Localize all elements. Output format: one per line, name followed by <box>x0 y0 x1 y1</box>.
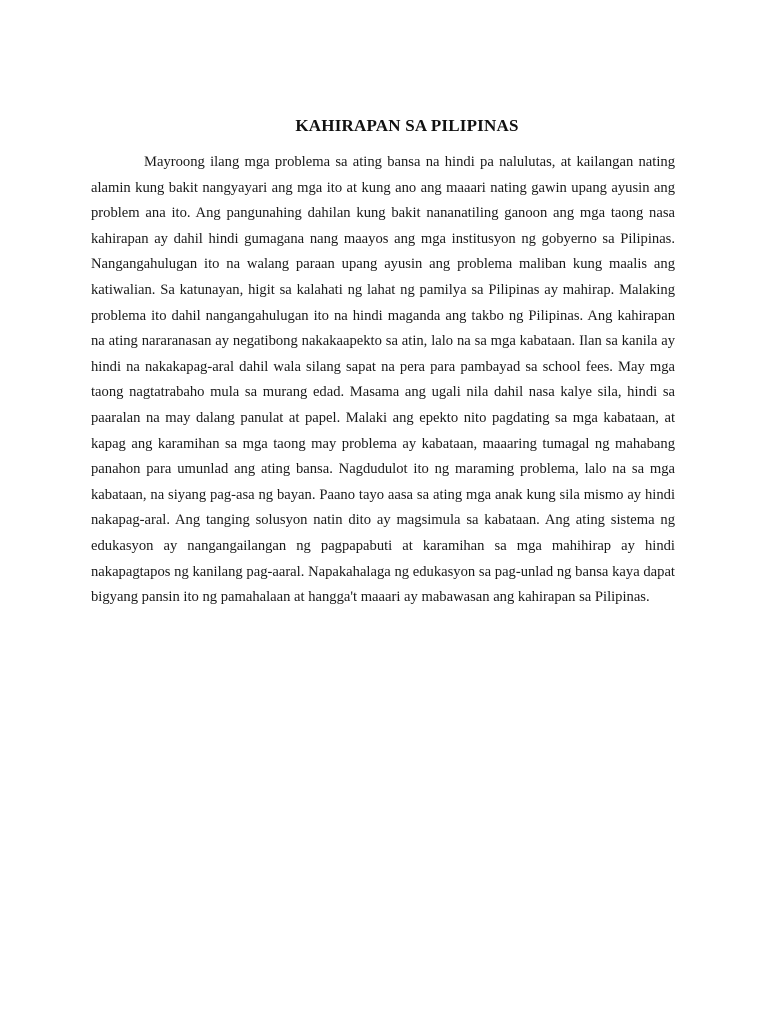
body-paragraph: Mayroong ilang mga problema sa ating bansa na hindi pa nalulutas, at kailangan nating alamin kung bakit nangyayari ang mga ito at kung ano ang maaari nating gawin upang ayusin ang problem ana ito. Ang pangunahing dahilan kung bakit nananatiling ganoon ang mga taong nasa kahirapan ay dahil hindi gumagana nang maayos ang mga institusyon ng gobyerno sa Pilipinas. Nangangahulugan ito na walang paraan upang ayusin ang problema maliban kung maalis ang katiwalian. Sa katunayan, higit sa kalahati ng lahat ng pamilya sa Pilipinas ay mahirap. Malaking problema ito dahil nangangahulugan ito na hindi maganda ang takbo ng Pilipinas. Ang kahirapan na ating nararanasan ay negatibong nakakaapekto sa atin, lalo na sa mga kabataan. Ilan sa kanila ay hindi na nakakapag-aral dahil wala silang sapat na pera para pambayad sa school fees. May mga taong nagtatrabaho mula sa murang edad. Masama ang ugali nila dahil nasa kalye sila, hindi sa paaralan na may dalang panulat at papel. Malaki ang epekto nito pagdating sa mga kabataan, at kapag ang karamihan sa mga taong may problema ay kabataan, maaaring tumagal ng mahabang panahon para umunlad ang ating bansa. Nagdudulot ito ng maraming problema, lalo na sa mga kabataan, na siyang pag-asa ng bayan. Paano tayo aasa sa ating mga anak kung sila mismo ay hindi nakapag-aral. Ang tanging solusyon natin dito ay magsimula sa kabataan. Ang ating sistema ng edukasyon ay nangangailangan ng pagpapabuti at karamihan sa mga mahihirap ay hindi nakapagtapos ng kanilang pag-aaral. Napakahalaga ng edukasyon sa pag-unlad ng bansa kaya dapat bigyang pansin ito ng pamahalaan at hangga't maaari ay mabawasan ang kahirapan sa Pilipinas. <box>91 154 675 606</box>
document-title: KAHIRAPAN SA PILIPINAS <box>295 116 519 135</box>
